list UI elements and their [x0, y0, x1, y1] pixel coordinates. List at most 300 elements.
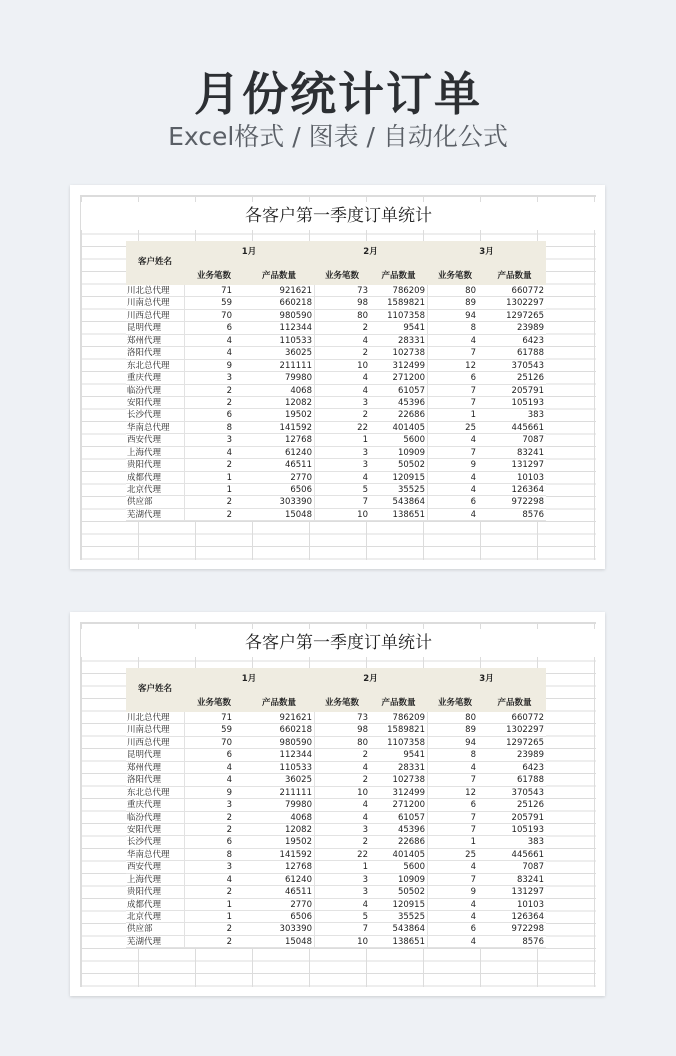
value-cell: 59 — [221, 298, 232, 309]
value-cell: 6 — [470, 497, 476, 508]
value-cell: 2 — [226, 887, 232, 898]
value-cell: 22686 — [397, 410, 425, 421]
value-cell: 70 — [221, 737, 232, 748]
value-cell: 2 — [226, 509, 232, 520]
value-cell: 61240 — [284, 874, 312, 885]
value-cell: 2 — [226, 812, 232, 823]
value-cell: 9541 — [403, 323, 425, 334]
value-cell: 3 — [226, 862, 232, 873]
table-body — [126, 285, 546, 521]
value-cell: 370543 — [511, 360, 544, 371]
value-cell: 12768 — [284, 435, 312, 446]
value-cell: 102738 — [392, 348, 425, 359]
table-row — [126, 936, 546, 948]
header-count-3: 业务笔数 — [437, 271, 472, 281]
value-cell: 6423 — [522, 762, 544, 773]
column-divider — [314, 712, 315, 948]
customer-name-cell: 芜湖代理 — [127, 509, 162, 520]
header-month-3: 3月 — [479, 247, 494, 257]
value-cell: 102738 — [392, 775, 425, 786]
header-count-3: 业务笔数 — [437, 698, 472, 708]
header-qty-1: 产品数量 — [261, 698, 296, 708]
value-cell: 19502 — [284, 410, 312, 421]
customer-name-cell: 安阳代理 — [127, 824, 162, 835]
value-cell: 70 — [221, 310, 232, 321]
value-cell: 98 — [357, 725, 368, 736]
value-cell: 105193 — [511, 824, 544, 835]
table-row — [126, 749, 546, 761]
value-cell: 138651 — [392, 936, 425, 947]
table-row — [126, 724, 546, 736]
customer-name-cell: 西安代理 — [127, 435, 162, 446]
value-cell: 303390 — [279, 497, 312, 508]
value-cell: 8 — [470, 750, 476, 761]
value-cell: 4 — [470, 335, 476, 346]
spreadsheet-grid — [80, 195, 596, 560]
customer-name-cell: 华南总代理 — [127, 849, 170, 860]
value-cell: 3 — [226, 373, 232, 384]
column-divider — [314, 285, 315, 521]
value-cell: 35525 — [397, 912, 425, 922]
value-cell: 10909 — [397, 447, 425, 458]
value-cell: 50502 — [397, 460, 425, 471]
header-count-2: 业务笔数 — [324, 698, 359, 708]
value-cell: 4 — [362, 472, 368, 483]
value-cell: 8 — [226, 422, 232, 433]
table-row — [126, 899, 546, 911]
value-cell: 10103 — [516, 472, 544, 483]
value-cell: 25 — [465, 422, 476, 433]
table-row — [126, 385, 546, 397]
value-cell: 10 — [357, 936, 368, 947]
value-cell: 15048 — [284, 509, 312, 520]
value-cell: 83241 — [516, 447, 544, 458]
table-header — [126, 668, 546, 712]
customer-name-cell: 安阳代理 — [127, 397, 162, 408]
customer-name-cell: 贵阳代理 — [127, 887, 162, 898]
value-cell: 7 — [470, 397, 476, 408]
table-row — [126, 322, 546, 334]
value-cell: 312499 — [392, 360, 425, 371]
value-cell: 79980 — [284, 800, 312, 811]
value-cell: 110533 — [279, 762, 312, 773]
value-cell: 6 — [470, 373, 476, 384]
value-cell: 89 — [465, 725, 476, 736]
customer-name-cell: 郑州代理 — [127, 762, 162, 773]
value-cell: 28331 — [397, 335, 425, 346]
value-cell: 2 — [226, 397, 232, 408]
value-cell: 10 — [357, 360, 368, 371]
customer-name-cell: 芜湖代理 — [127, 936, 162, 947]
value-cell: 7 — [470, 385, 476, 396]
value-cell: 4 — [226, 762, 232, 773]
value-cell: 5600 — [403, 862, 425, 873]
table-row — [126, 774, 546, 786]
customer-name-cell: 上海代理 — [127, 447, 162, 458]
value-cell: 1107358 — [387, 737, 425, 748]
value-cell: 1589821 — [387, 725, 425, 736]
value-cell: 4 — [470, 912, 476, 922]
value-cell: 8 — [226, 849, 232, 860]
table-body — [126, 712, 546, 948]
table-row — [126, 447, 546, 459]
table-row — [126, 422, 546, 434]
value-cell: 7 — [470, 812, 476, 823]
value-cell: 6 — [226, 410, 232, 421]
value-cell: 3 — [362, 397, 368, 408]
value-cell: 271200 — [392, 373, 425, 384]
customer-name-cell: 洛阳代理 — [127, 775, 162, 786]
value-cell: 2 — [362, 348, 368, 359]
customer-name-cell: 长沙代理 — [127, 410, 162, 421]
value-cell: 112344 — [279, 323, 312, 334]
table-row — [126, 836, 546, 848]
value-cell: 59 — [221, 725, 232, 736]
column-divider — [427, 712, 428, 948]
sheet-title: 各客户第一季度订单统计 — [81, 629, 596, 657]
value-cell: 1302297 — [506, 298, 544, 309]
table-row — [126, 409, 546, 421]
value-cell: 4 — [470, 485, 476, 495]
value-cell: 120915 — [392, 472, 425, 483]
value-cell: 46511 — [284, 887, 312, 898]
customer-name-cell: 重庆代理 — [127, 800, 162, 811]
value-cell: 10 — [357, 509, 368, 520]
value-cell: 2 — [362, 775, 368, 786]
table-row — [126, 285, 546, 297]
value-cell: 50502 — [397, 887, 425, 898]
value-cell: 61057 — [397, 385, 425, 396]
value-cell: 205791 — [511, 385, 544, 396]
customer-name-cell: 成都代理 — [127, 472, 162, 483]
value-cell: 61788 — [516, 775, 544, 786]
value-cell: 4 — [226, 447, 232, 458]
header-count-2: 业务笔数 — [324, 271, 359, 281]
value-cell: 4 — [362, 899, 368, 910]
value-cell: 120915 — [392, 899, 425, 910]
header-month-2: 2月 — [363, 247, 378, 257]
value-cell: 7 — [470, 824, 476, 835]
header-count-1: 业务笔数 — [196, 271, 231, 281]
value-cell: 8576 — [522, 509, 544, 520]
value-cell: 3 — [226, 435, 232, 446]
table-row — [126, 397, 546, 409]
table-row — [126, 509, 546, 521]
table-row — [126, 762, 546, 774]
header-month-3: 3月 — [479, 674, 494, 684]
value-cell: 7 — [470, 348, 476, 359]
value-cell: 105193 — [511, 397, 544, 408]
spreadsheet-grid — [80, 622, 596, 987]
value-cell: 9541 — [403, 750, 425, 761]
page-subtitle: Excel格式 / 图表 / 自动化公式 — [168, 122, 508, 151]
value-cell: 7 — [470, 775, 476, 786]
value-cell: 28331 — [397, 762, 425, 773]
column-divider — [184, 712, 185, 948]
value-cell: 660218 — [279, 725, 312, 736]
header-qty-1: 产品数量 — [261, 271, 296, 281]
value-cell: 12082 — [284, 397, 312, 408]
table-row — [126, 886, 546, 898]
value-cell: 383 — [527, 837, 544, 848]
table-row — [126, 787, 546, 799]
value-cell: 921621 — [279, 286, 312, 296]
table-row — [126, 484, 546, 496]
table-row — [126, 824, 546, 836]
value-cell: 4 — [362, 812, 368, 823]
customer-name-cell: 昆明代理 — [127, 323, 162, 334]
table-row — [126, 861, 546, 873]
value-cell: 303390 — [279, 924, 312, 935]
table-row — [126, 310, 546, 322]
value-cell: 94 — [465, 310, 476, 321]
value-cell: 131297 — [511, 887, 544, 898]
value-cell: 2 — [226, 824, 232, 835]
value-cell: 80 — [357, 310, 368, 321]
value-cell: 126364 — [511, 912, 544, 922]
value-cell: 141592 — [279, 422, 312, 433]
value-cell: 7087 — [522, 435, 544, 446]
customer-name-cell: 北京代理 — [127, 485, 162, 495]
value-cell: 271200 — [392, 800, 425, 811]
value-cell: 2 — [226, 497, 232, 508]
value-cell: 1 — [470, 410, 476, 421]
value-cell: 2 — [362, 837, 368, 848]
header-customer: 客户姓名 — [137, 257, 172, 267]
spreadsheet-preview-card — [70, 612, 605, 996]
customer-name-cell: 成都代理 — [127, 899, 162, 910]
value-cell: 1 — [362, 435, 368, 446]
value-cell: 22 — [357, 422, 368, 433]
value-cell: 45396 — [397, 397, 425, 408]
value-cell: 980590 — [279, 310, 312, 321]
value-cell: 4 — [362, 800, 368, 811]
value-cell: 9 — [226, 360, 232, 371]
value-cell: 10909 — [397, 874, 425, 885]
customer-name-cell: 东北总代理 — [127, 787, 170, 798]
value-cell: 1297265 — [506, 737, 544, 748]
value-cell: 211111 — [279, 787, 312, 798]
column-divider — [184, 285, 185, 521]
header-month-2: 2月 — [363, 674, 378, 684]
customer-name-cell: 川北总代理 — [127, 713, 170, 723]
value-cell: 4 — [226, 775, 232, 786]
value-cell: 46511 — [284, 460, 312, 471]
value-cell: 383 — [527, 410, 544, 421]
value-cell: 25126 — [516, 800, 544, 811]
value-cell: 1 — [226, 912, 232, 922]
header-qty-3: 产品数量 — [497, 698, 532, 708]
value-cell: 445661 — [511, 422, 544, 433]
table-row — [126, 360, 546, 372]
customer-name-cell: 临汾代理 — [127, 385, 162, 396]
table-header — [126, 241, 546, 285]
value-cell: 3 — [362, 874, 368, 885]
value-cell: 2 — [226, 924, 232, 935]
customer-name-cell: 长沙代理 — [127, 837, 162, 848]
value-cell: 10 — [357, 787, 368, 798]
value-cell: 4 — [470, 435, 476, 446]
value-cell: 4 — [470, 936, 476, 947]
value-cell: 3 — [362, 887, 368, 898]
customer-name-cell: 川南总代理 — [127, 298, 170, 309]
value-cell: 1589821 — [387, 298, 425, 309]
value-cell: 4068 — [290, 385, 312, 396]
value-cell: 23989 — [516, 750, 544, 761]
table-row — [126, 737, 546, 749]
customer-name-cell: 川西总代理 — [127, 737, 170, 748]
value-cell: 4 — [226, 335, 232, 346]
value-cell: 4 — [226, 874, 232, 885]
value-cell: 6 — [226, 750, 232, 761]
column-divider — [427, 285, 428, 521]
table-row — [126, 472, 546, 484]
value-cell: 12 — [465, 787, 476, 798]
header-qty-3: 产品数量 — [497, 271, 532, 281]
table-row — [126, 799, 546, 811]
value-cell: 6 — [470, 924, 476, 935]
value-cell: 1297265 — [506, 310, 544, 321]
table-row — [126, 923, 546, 935]
value-cell: 2770 — [290, 472, 312, 483]
table-row — [126, 911, 546, 923]
value-cell: 7 — [470, 447, 476, 458]
value-cell: 110533 — [279, 335, 312, 346]
table-row — [126, 434, 546, 446]
value-cell: 4 — [362, 373, 368, 384]
value-cell: 19502 — [284, 837, 312, 848]
value-cell: 94 — [465, 737, 476, 748]
customer-name-cell: 洛阳代理 — [127, 348, 162, 359]
value-cell: 22 — [357, 849, 368, 860]
header-count-1: 业务笔数 — [196, 698, 231, 708]
value-cell: 980590 — [279, 737, 312, 748]
value-cell: 2 — [362, 410, 368, 421]
value-cell: 98 — [357, 298, 368, 309]
value-cell: 7 — [362, 924, 368, 935]
customer-name-cell: 上海代理 — [127, 874, 162, 885]
value-cell: 23989 — [516, 323, 544, 334]
table-row — [126, 874, 546, 886]
value-cell: 7 — [362, 497, 368, 508]
customer-name-cell: 重庆代理 — [127, 373, 162, 384]
value-cell: 73 — [357, 286, 368, 296]
value-cell: 6 — [226, 323, 232, 334]
value-cell: 370543 — [511, 787, 544, 798]
header-qty-2: 产品数量 — [381, 698, 416, 708]
table-row — [126, 297, 546, 309]
value-cell: 972298 — [511, 497, 544, 508]
value-cell: 12082 — [284, 824, 312, 835]
value-cell: 2 — [362, 323, 368, 334]
header-month-1: 1月 — [241, 247, 257, 257]
table-row — [126, 496, 546, 508]
value-cell: 4 — [470, 472, 476, 483]
header-customer: 客户姓名 — [137, 684, 172, 694]
value-cell: 543864 — [392, 497, 425, 508]
value-cell: 445661 — [511, 849, 544, 860]
value-cell: 9 — [226, 787, 232, 798]
value-cell: 4 — [226, 348, 232, 359]
value-cell: 80 — [465, 713, 476, 723]
value-cell: 4068 — [290, 812, 312, 823]
table-row — [126, 849, 546, 861]
value-cell: 131297 — [511, 460, 544, 471]
value-cell: 3 — [362, 447, 368, 458]
value-cell: 71 — [221, 286, 232, 296]
value-cell: 8 — [470, 323, 476, 334]
sheet-title: 各客户第一季度订单统计 — [81, 202, 596, 230]
customer-name-cell: 西安代理 — [127, 862, 162, 873]
value-cell: 4 — [470, 509, 476, 520]
value-cell: 972298 — [511, 924, 544, 935]
customer-name-cell: 北京代理 — [127, 912, 162, 922]
customer-name-cell: 郑州代理 — [127, 335, 162, 346]
customer-name-cell: 昆明代理 — [127, 750, 162, 761]
value-cell: 2 — [226, 460, 232, 471]
table-row — [126, 335, 546, 347]
value-cell: 89 — [465, 298, 476, 309]
customer-name-cell: 贵阳代理 — [127, 460, 162, 471]
customer-name-cell: 临汾代理 — [127, 812, 162, 823]
value-cell: 6506 — [290, 485, 312, 495]
value-cell: 2 — [226, 936, 232, 947]
value-cell: 5 — [362, 912, 368, 922]
value-cell: 141592 — [279, 849, 312, 860]
value-cell: 25 — [465, 849, 476, 860]
value-cell: 205791 — [511, 812, 544, 823]
value-cell: 83241 — [516, 874, 544, 885]
value-cell: 786209 — [392, 713, 425, 723]
value-cell: 3 — [362, 824, 368, 835]
table-row — [126, 712, 546, 724]
table-row — [126, 812, 546, 824]
value-cell: 4 — [470, 899, 476, 910]
table-row — [126, 459, 546, 471]
value-cell: 8576 — [522, 936, 544, 947]
value-cell: 3 — [226, 800, 232, 811]
value-cell: 5600 — [403, 435, 425, 446]
value-cell: 22686 — [397, 837, 425, 848]
value-cell: 2770 — [290, 899, 312, 910]
value-cell: 3 — [362, 460, 368, 471]
value-cell: 1107358 — [387, 310, 425, 321]
value-cell: 1302297 — [506, 725, 544, 736]
value-cell: 7087 — [522, 862, 544, 873]
value-cell: 1 — [470, 837, 476, 848]
value-cell: 2 — [362, 750, 368, 761]
customer-name-cell: 东北总代理 — [127, 360, 170, 371]
value-cell: 6506 — [290, 912, 312, 922]
value-cell: 80 — [465, 286, 476, 296]
value-cell: 4 — [362, 385, 368, 396]
value-cell: 80 — [357, 737, 368, 748]
value-cell: 401405 — [392, 422, 425, 433]
header-month-1: 1月 — [241, 674, 257, 684]
value-cell: 921621 — [279, 713, 312, 723]
value-cell: 660772 — [511, 713, 544, 723]
customer-name-cell: 华南总代理 — [127, 422, 170, 433]
value-cell: 25126 — [516, 373, 544, 384]
value-cell: 10103 — [516, 899, 544, 910]
value-cell: 211111 — [279, 360, 312, 371]
value-cell: 79980 — [284, 373, 312, 384]
customer-name-cell: 供应部 — [127, 924, 153, 935]
value-cell: 786209 — [392, 286, 425, 296]
value-cell: 35525 — [397, 485, 425, 495]
value-cell: 1 — [226, 485, 232, 495]
table-row — [126, 347, 546, 359]
